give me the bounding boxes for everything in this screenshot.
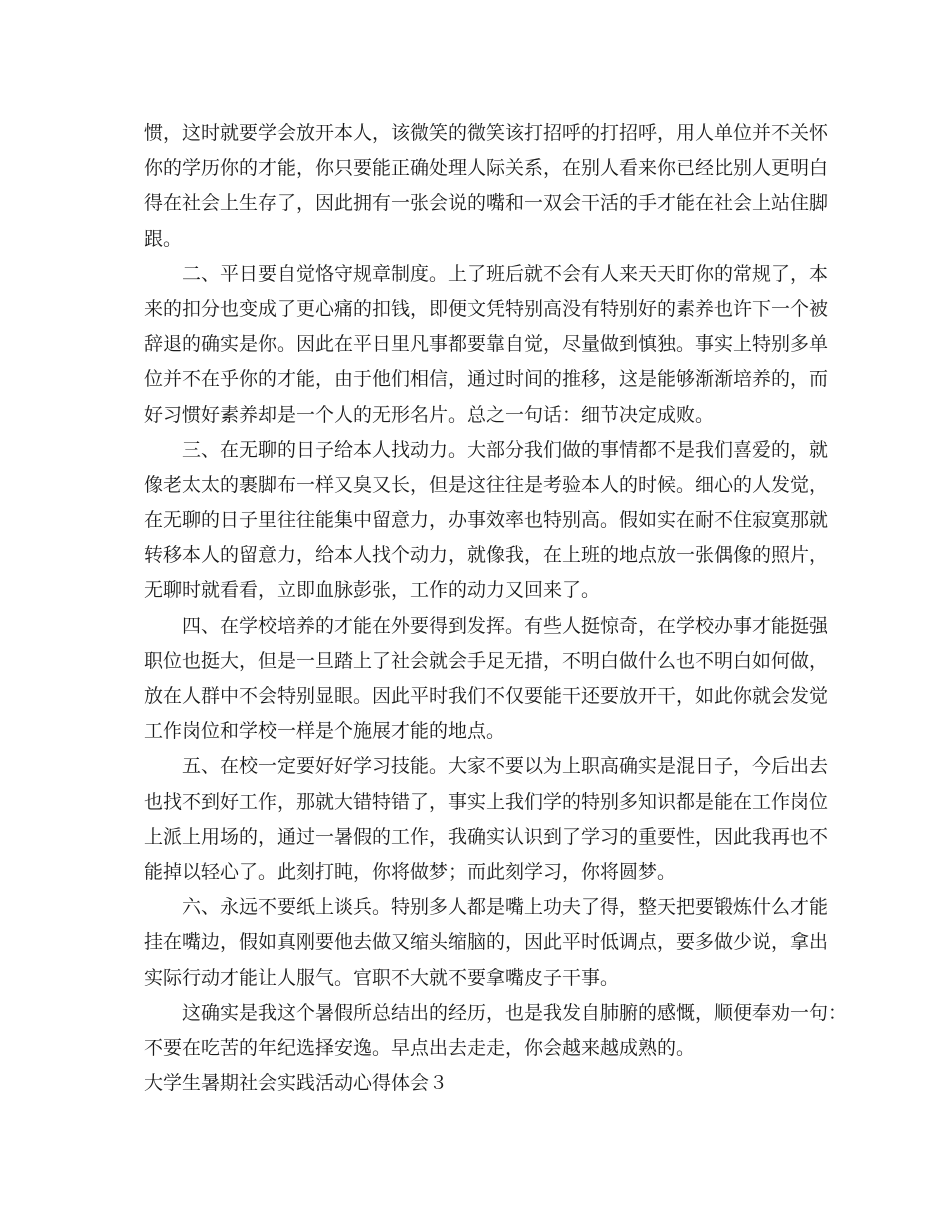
text-line: 也找不到好工作，那就大错特错了，事实上我们学的特别多知识都是能在工作岗位 xyxy=(144,790,829,813)
text-line: 像老太太的裹脚布一样又臭又长，但是这往往是考验本人的时候。细心的人发觉， xyxy=(144,473,829,496)
paragraph-motivation xyxy=(144,433,829,609)
paragraph-conclusion xyxy=(144,996,848,1066)
paragraph-rules xyxy=(144,257,829,433)
text-line: 六、永远不要纸上谈兵。特别多人都是嘴上功夫了得，整天把要锻炼什么才能 xyxy=(182,896,829,919)
text-line: 上派上用场的，通过一暑假的工作，我确实认识到了学习的重要性，因此我再也不 xyxy=(144,825,829,848)
text-line: 职位也挺大，但是一旦踏上了社会就会手足无措，不明白做什么也不明白如何做， xyxy=(144,649,829,672)
text-line: 得在社会上生存了，因此拥有一张会说的嘴和一双会干活的手才能在社会上站住脚 xyxy=(144,192,829,215)
text-line: 你的学历你的才能，你只要能正确处理人际关系，在别人看来你已经比别人更明白 xyxy=(144,157,829,180)
paragraph-abilities xyxy=(144,609,829,750)
paragraph-practice xyxy=(144,890,829,996)
text-line: 工作岗位和学校一样是个施展才能的地点。 xyxy=(144,720,506,743)
text-line: 挂在嘴边，假如真刚要他去做又缩头缩脑的，因此平时低调点，要多做少说，拿出 xyxy=(144,931,829,954)
text-line: 三、在无聊的日子给本人找动力。大部分我们做的事情都不是我们喜爱的，就 xyxy=(182,438,829,461)
text-line: 来的扣分也变成了更心痛的扣钱，即便文凭特别高没有特别好的素养也许下一个被 xyxy=(144,297,829,320)
text-line: 五、在校一定要好好学习技能。大家不要以为上职高确实是混日子，今后出去 xyxy=(182,755,829,778)
text-line: 实际行动才能让人服气。官职不大就不要拿嘴皮子干事。 xyxy=(144,966,620,989)
section-title: 大学生暑期社会实践活动心得体会３ xyxy=(144,1072,449,1095)
text-line: 放在人群中不会特别显眼。因此平时我们不仅要能干还要放开干，如此你就会发觉 xyxy=(144,685,829,707)
text-line: 惯，这时就要学会放开本人，该微笑的微笑该打招呼的打招呼，用人单位并不关怀 xyxy=(144,122,829,144)
paragraph-continuation xyxy=(144,116,829,257)
text-line: 能掉以轻心了。此刻打盹，你将做梦；而此刻学习，你将圆梦。 xyxy=(144,860,677,883)
text-line: 位并不在乎你的才能，由于他们相信，通过时间的推移，这是能够渐渐培养的，而 xyxy=(144,368,829,391)
text-line: 跟。 xyxy=(144,227,183,250)
text-line: 无聊时就看看，立即血脉彭张，工作的动力又回来了。 xyxy=(144,579,601,602)
text-line: 辞退的确实是你。因此在平日里凡事都要靠自觉，尽量做到慎独。事实上特别多单 xyxy=(144,333,829,356)
text-line: 这确实是我这个暑假所总结出的经历，也是我发自肺腑的感慨，顺便奉劝一句： xyxy=(182,1001,848,1024)
text-line: 在无聊的日子里往往能集中留意力，办事效率也特别高。假如实在耐不住寂寞那就 xyxy=(144,509,829,532)
text-line: 好习惯好素养却是一个人的无形名片。总之一句话：细节决定成败。 xyxy=(144,403,715,426)
text-line: 不要在吃苦的年纪选择安逸。早点出去走走，你会越来越成熟的。 xyxy=(144,1036,696,1059)
text-line: 四、在学校培养的才能在外要得到发挥。有些人挺惊奇，在学校办事才能挺强 xyxy=(182,614,829,637)
text-line: 转移本人的留意力，给本人找个动力，就像我，在上班的地点放一张偶像的照片， xyxy=(144,544,829,567)
document-body xyxy=(144,116,848,1101)
paragraph-study xyxy=(144,749,829,890)
text-line: 二、平日要自觉恪守规章制度。上了班后就不会有人来天天盯你的常规了，本 xyxy=(182,262,829,285)
